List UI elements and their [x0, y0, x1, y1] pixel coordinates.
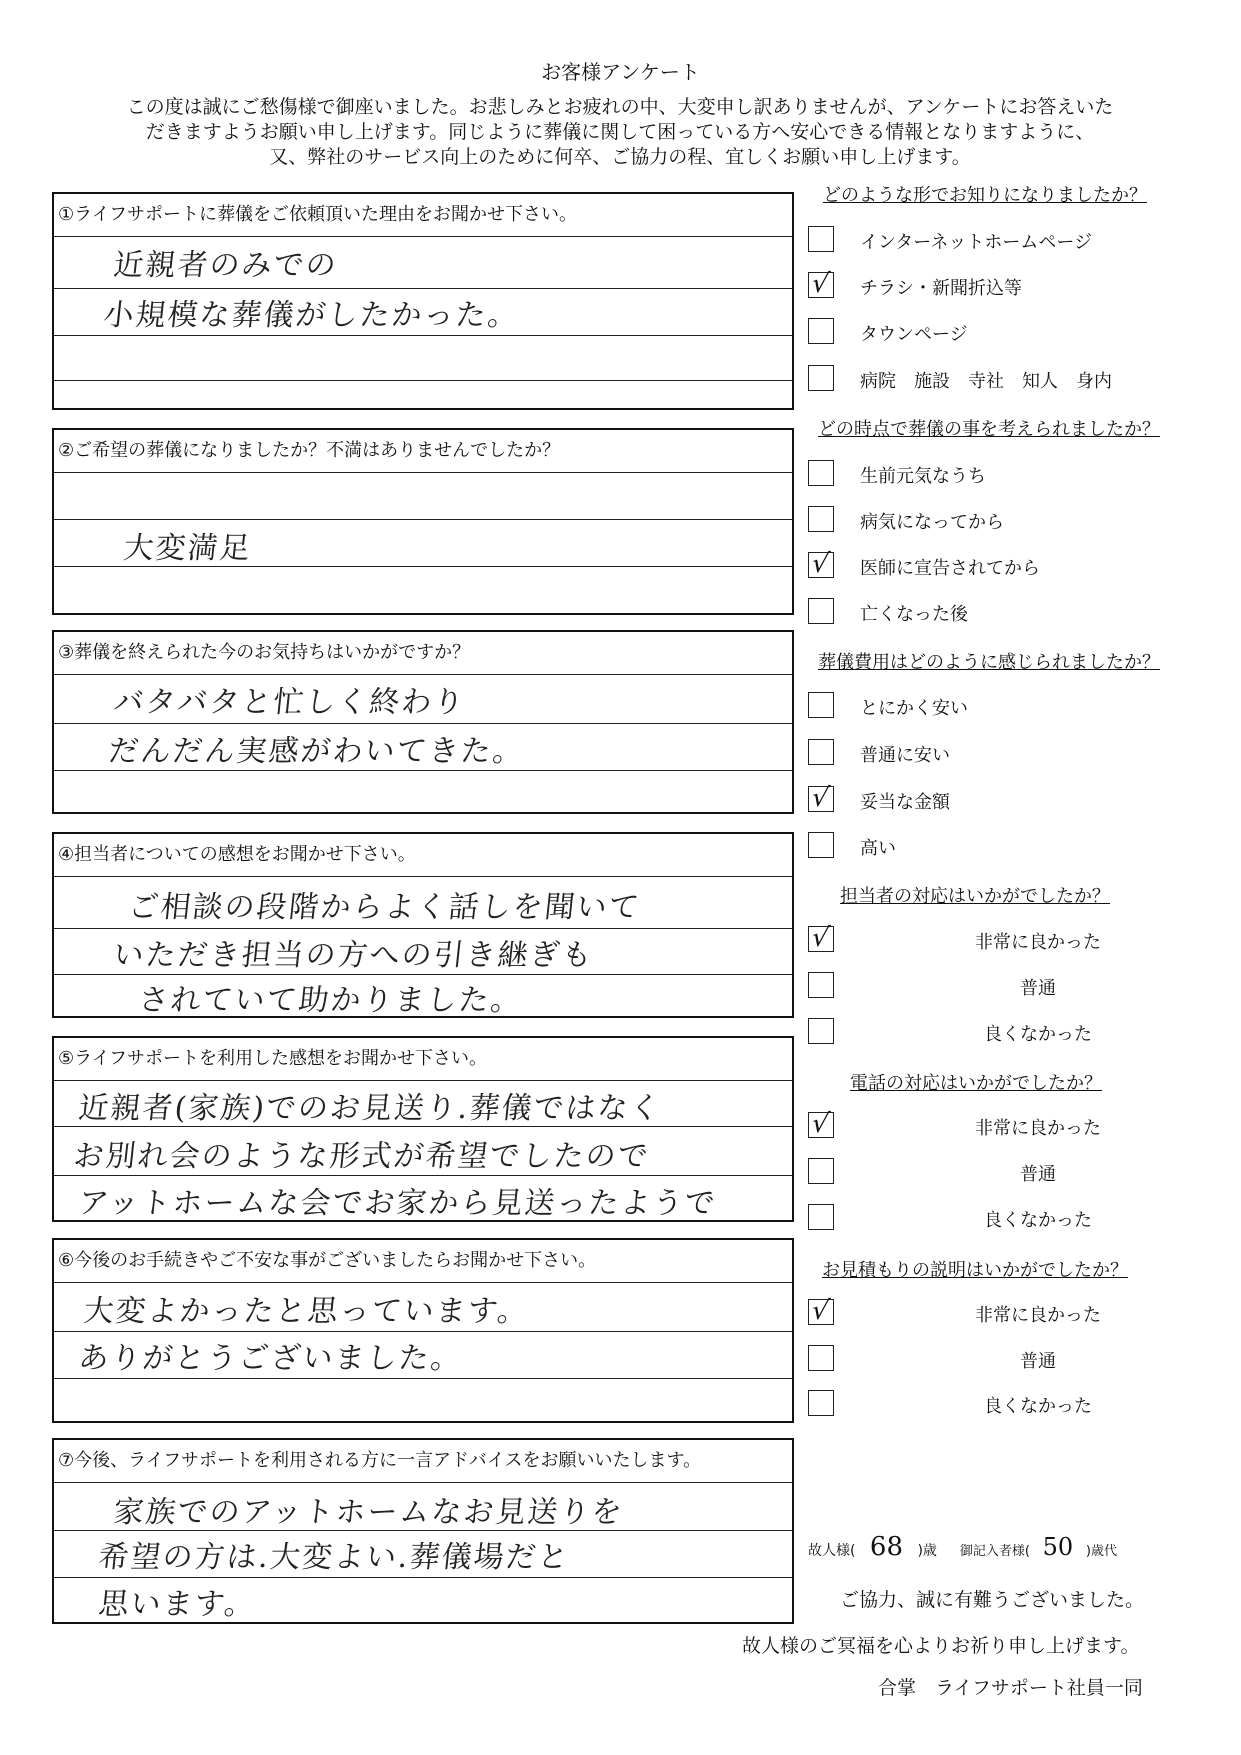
intro-line-1: この度は誠にご愁傷様で御座いました。お悲しみとお疲れの中、大変申し訳ありませんが、アンケートにお答えいた [126, 96, 1114, 118]
side-4-option-3[interactable]: 良くなかった [808, 1018, 1218, 1048]
side-6-option-2[interactable]: 普通 [808, 1345, 1218, 1375]
side-3-option-4[interactable]: 高い [808, 832, 1218, 862]
question-3-answer-1: バタバタと忙しく終わり [111, 685, 468, 720]
side-3-option-1-checkbox[interactable] [808, 692, 834, 718]
check-mark-icon: √ [809, 1109, 832, 1139]
question-4-label: ④担当者についての感想をお聞かせ下さい。 [54, 834, 792, 877]
side-2-option-3[interactable]: √ 医師に宣告されてから [809, 549, 1040, 579]
question-1-answer-1: 近親者のみでの [111, 248, 340, 283]
side-1-option-3-checkbox[interactable] [808, 318, 834, 344]
side-4-option-1[interactable]: √ 非常に良かった [809, 923, 1101, 953]
side-section-6-title: お見積もりの説明はいかがでしたか？ [822, 1260, 1128, 1281]
thanks-text: ご協力、誠に有難うございました。 [840, 1589, 1145, 1611]
side-1-option-1-checkbox[interactable] [808, 226, 834, 252]
side-5-option-1-checkbox[interactable] [808, 1109, 834, 1139]
side-1-option-3[interactable]: タウンページ [808, 318, 1218, 348]
side-6-option-2-checkbox[interactable] [808, 1345, 834, 1371]
side-1-option-1[interactable]: インターネットホームページ [808, 226, 1218, 256]
side-1-option-4[interactable]: 病院 施設 寺社 知人 身内 [808, 365, 1218, 395]
side-5-option-2[interactable]: 普通 [808, 1158, 1218, 1188]
deceased-age-unit: )歳 [917, 1543, 937, 1559]
check-mark-icon: √ [809, 269, 832, 299]
question-3-box [52, 630, 794, 814]
question-1-label: ①ライフサポートに葬儀をご依頼頂いた理由をお聞かせ下さい。 [54, 194, 792, 237]
question-5-answer-3: アットホームな会でお家から見送ったようで [76, 1186, 719, 1221]
writer-age-value[interactable]: 50 [1042, 1533, 1074, 1561]
question-6-label: ⑥今後のお手続きやご不安な事がございましたらお聞かせ下さい。 [54, 1240, 792, 1283]
question-5-label: ⑤ライフサポートを利用した感想をお聞かせ下さい。 [54, 1038, 792, 1081]
question-7-answer-2: 希望の方は.大変よい.葬儀場だと [96, 1540, 572, 1575]
question-6-answer-1: 大変よかったと思っています。 [81, 1294, 532, 1329]
signature-text: 合掌 ライフサポート社員一同 [878, 1677, 1143, 1699]
side-6-option-1[interactable]: √ 非常に良かった [809, 1296, 1101, 1326]
survey-title: お客様アンケート [541, 60, 700, 84]
question-2-label: ②ご希望の葬儀になりましたか？不満はありませんでしたか？ [54, 430, 792, 473]
side-2-option-1-checkbox[interactable] [808, 460, 834, 486]
side-6-option-3[interactable]: 良くなかった [808, 1390, 1218, 1420]
side-2-option-1[interactable]: 生前元気なうち [808, 460, 1218, 490]
side-3-option-1[interactable]: とにかく安い [808, 692, 1218, 722]
side-section-3-title: 葬儀費用はどのように感じられましたか？ [818, 652, 1160, 673]
side-section-2-title: どの時点で葬儀の事を考えられましたか？ [818, 419, 1160, 440]
question-6-box [52, 1238, 794, 1423]
question-4-answer-1: ご相談の段階からよく話しを聞いて [126, 890, 643, 925]
check-mark-icon: √ [809, 549, 832, 579]
intro-line-3: 又、弊社のサービス向上のために何卒、ご協力の程、宜しくお願い申し上げます。 [269, 146, 971, 168]
prayer-text: 故人様のご冥福を心よりお祈り申し上げます。 [742, 1635, 1140, 1657]
question-1-answer-2: 小規模な葬儀がしたかった。 [101, 298, 522, 333]
check-mark-icon: √ [809, 783, 832, 813]
side-section-1-title: どのような形でお知りになりましたか？ [823, 185, 1147, 206]
side-5-option-3[interactable]: 良くなかった [808, 1204, 1218, 1234]
side-3-option-3-checkbox[interactable] [808, 783, 834, 813]
side-6-option-1-checkbox[interactable] [808, 1296, 834, 1326]
side-1-option-2[interactable]: √ チラシ・新聞折込等 [809, 269, 1022, 299]
question-7-box [52, 1438, 794, 1624]
question-4-answer-3: されていて助かりました。 [136, 983, 525, 1018]
side-1-option-4-checkbox[interactable] [808, 365, 834, 391]
deceased-age-value[interactable]: 68 [869, 1532, 904, 1562]
side-2-option-2[interactable]: 病気になってから [808, 506, 1218, 536]
side-6-option-3-checkbox[interactable] [808, 1390, 834, 1416]
question-7-answer-3: 思います。 [96, 1587, 259, 1622]
question-2-answer-1: 大変満足 [121, 531, 254, 566]
side-4-option-2[interactable]: 普通 [808, 972, 1218, 1002]
question-3-answer-2: だんだん実感がわいてきた。 [106, 734, 527, 769]
side-2-option-4[interactable]: 亡くなった後 [808, 598, 1218, 628]
question-7-answer-1: 家族でのアットホームなお見送りを [111, 1495, 626, 1530]
question-6-answer-2: ありがとうございました。 [76, 1341, 465, 1376]
deceased-age-label: 故人様( [808, 1543, 856, 1559]
side-5-option-2-checkbox[interactable] [808, 1158, 834, 1184]
check-mark-icon: √ [809, 1296, 832, 1326]
side-3-option-3[interactable]: √ 妥当な金額 [809, 783, 950, 813]
side-2-option-2-checkbox[interactable] [808, 506, 834, 532]
question-4-box [52, 832, 794, 1018]
side-4-option-2-checkbox[interactable] [808, 972, 834, 998]
question-3-label: ③葬儀を終えられた今のお気持ちはいかがですか？ [54, 632, 792, 675]
side-section-4-title: 担当者の対応はいかがでしたか？ [840, 886, 1110, 907]
side-2-option-4-checkbox[interactable] [808, 598, 834, 624]
side-3-option-2[interactable]: 普通に安い [808, 739, 1218, 769]
intro-line-2: だきますようお願い申し上げます。同じように葬儀に関して困っている方へ安心できる情報となりますように、 [145, 121, 1095, 143]
question-7-label: ⑦今後、ライフサポートを利用される方に一言アドバイスをお願いいたします。 [54, 1440, 792, 1483]
writer-age-label: 御記入者様( [959, 1544, 1030, 1559]
question-5-answer-2: お別れ会のような形式が希望でしたので [71, 1139, 652, 1174]
side-section-5-title: 電話の対応はいかがでしたか？ [850, 1073, 1102, 1094]
side-5-option-1[interactable]: √ 非常に良かった [809, 1109, 1101, 1139]
side-3-option-2-checkbox[interactable] [808, 739, 834, 765]
question-5-answer-1: 近親者(家族)でのお見送り.葬儀ではなく [76, 1091, 664, 1126]
writer-age-unit: )歳代 [1085, 1544, 1117, 1559]
question-4-answer-2: いただき担当の方への引き継ぎも [111, 938, 596, 973]
question-5-box [52, 1036, 794, 1222]
side-2-option-3-checkbox[interactable] [808, 549, 834, 579]
question-1-box [52, 192, 794, 410]
side-5-option-3-checkbox[interactable] [808, 1204, 834, 1230]
check-mark-icon: √ [809, 923, 832, 953]
side-3-option-4-checkbox[interactable] [808, 832, 834, 858]
question-2-box [52, 428, 794, 615]
side-1-option-2-checkbox[interactable] [808, 269, 834, 299]
side-4-option-3-checkbox[interactable] [808, 1018, 834, 1044]
age-row [808, 1532, 1117, 1562]
side-4-option-1-checkbox[interactable] [808, 923, 834, 953]
